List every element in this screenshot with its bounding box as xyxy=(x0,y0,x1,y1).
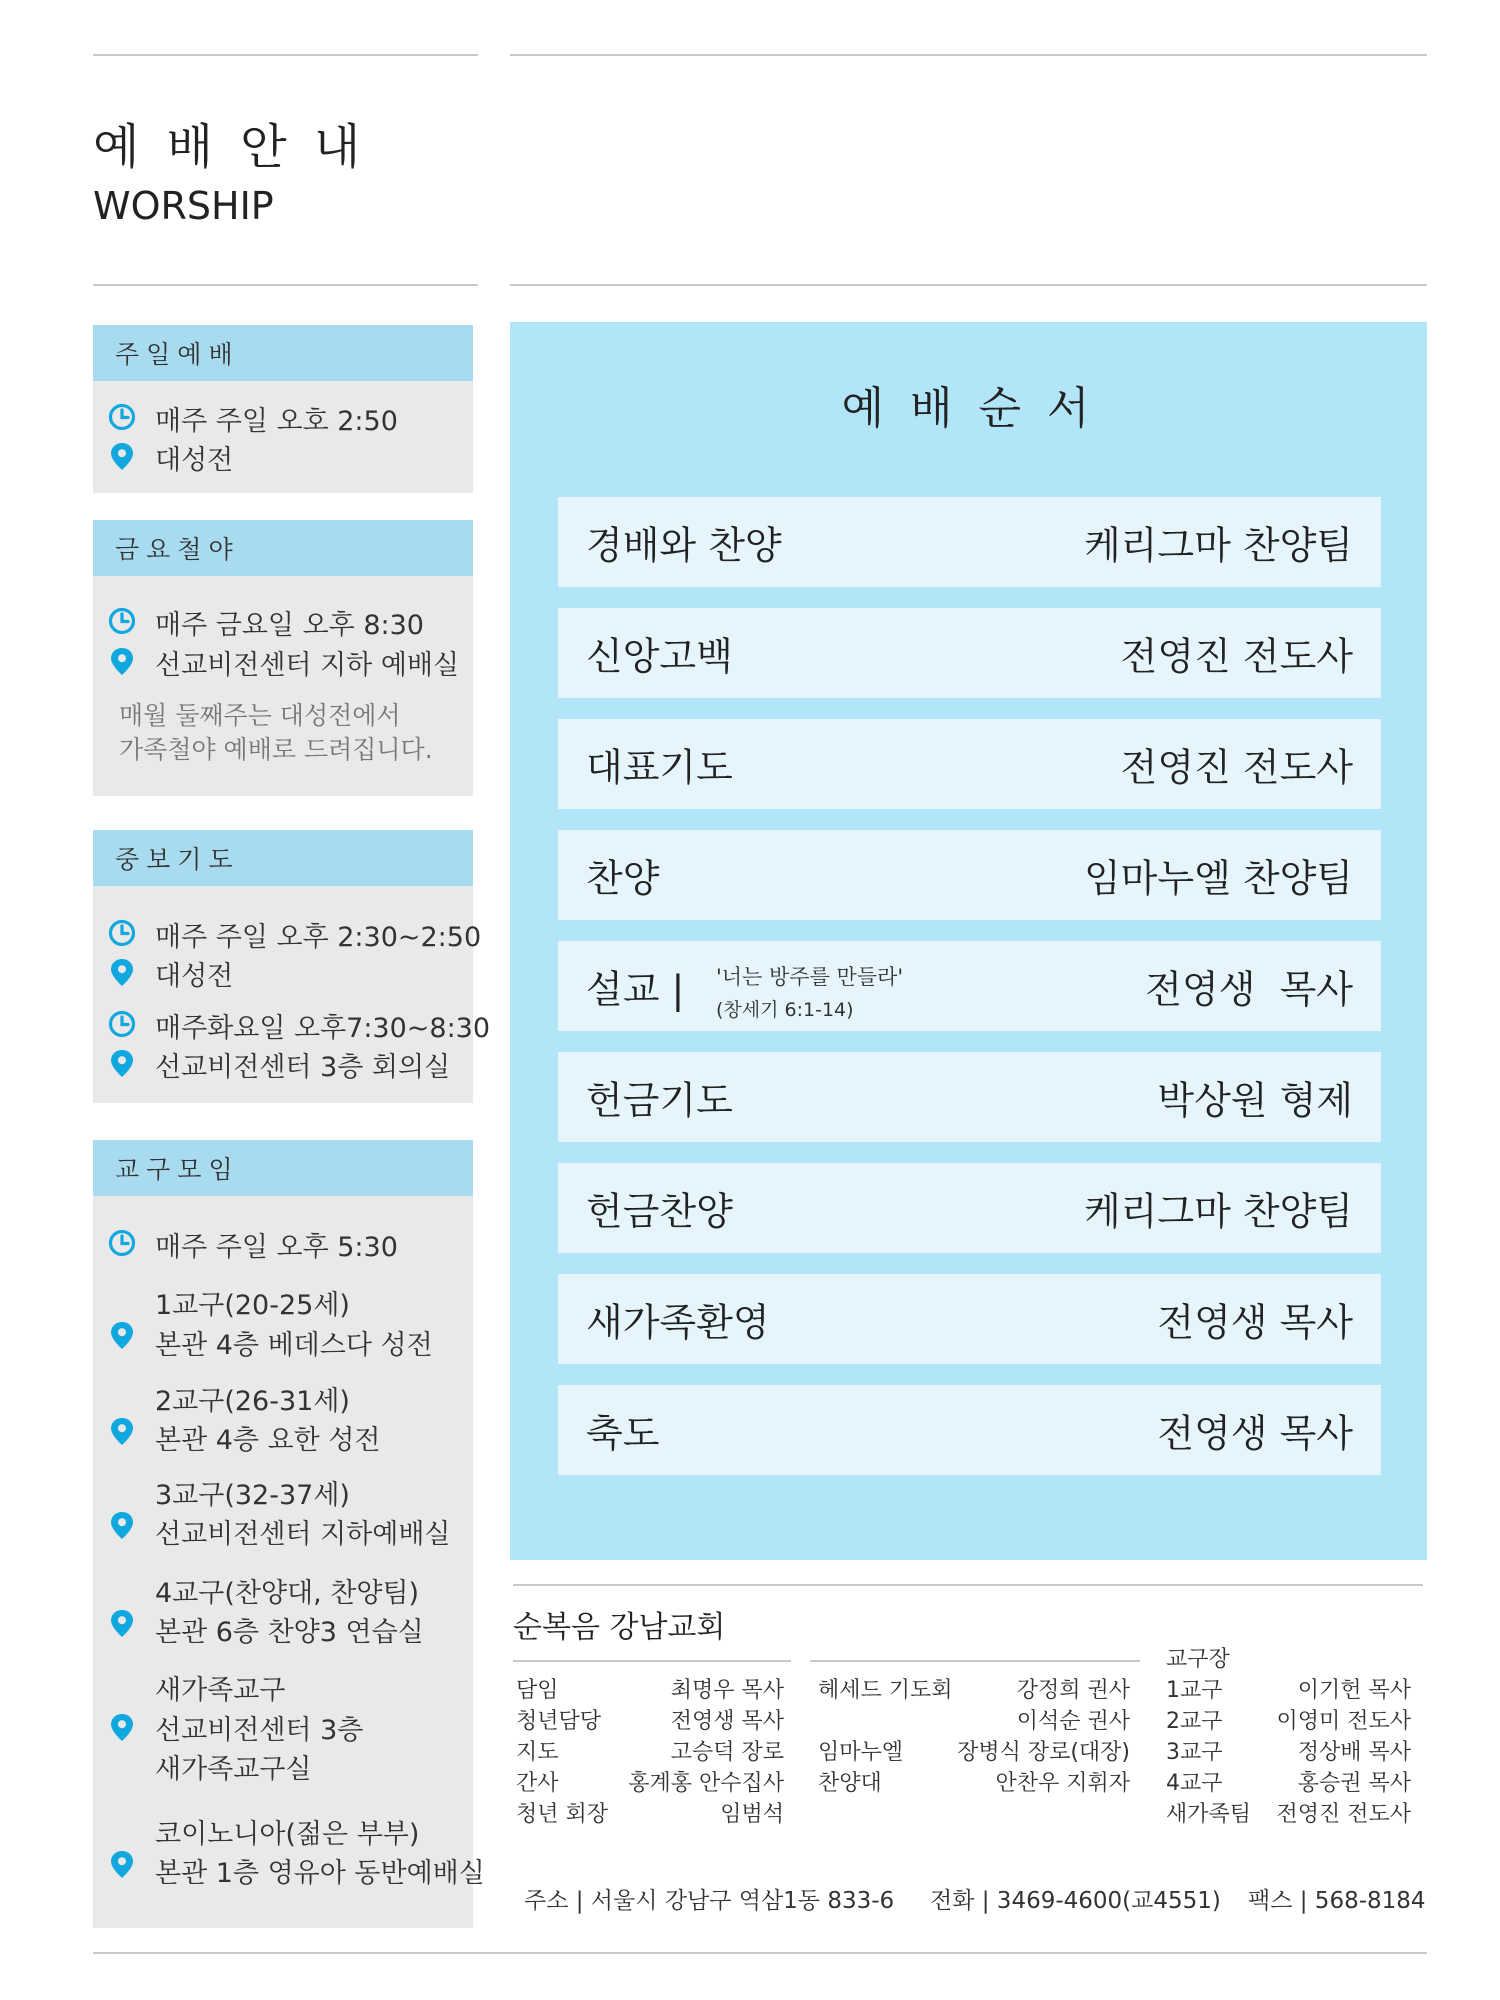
order-item-label: 경배와 찬양 xyxy=(586,523,782,568)
order-row xyxy=(558,1052,1381,1142)
staff-name: 전영진 전도사 xyxy=(1276,1802,1411,1827)
sunday-worship-heading: 주일예배 xyxy=(93,325,473,381)
staff-role: 4교구 xyxy=(1166,1771,1223,1796)
order-item-label: 새가족환영 xyxy=(586,1300,770,1345)
order-item-person: 전영생 목사 xyxy=(1157,1300,1353,1345)
staff-role: 2교구 xyxy=(1166,1709,1223,1734)
location-pin-icon xyxy=(107,1712,137,1742)
order-row xyxy=(558,497,1381,587)
district-box xyxy=(93,1140,485,1928)
prayer-place-2: 선교비전센터 3층 회의실 xyxy=(155,1052,451,1083)
staff-role: 새가족팀 xyxy=(1166,1802,1252,1827)
order-row xyxy=(558,1163,1381,1253)
header-rule-left xyxy=(93,284,478,286)
friday-worship-box xyxy=(93,520,473,796)
order-row xyxy=(558,830,1381,920)
location-pin-icon xyxy=(107,1048,137,1078)
location-pin-icon xyxy=(107,1320,137,1350)
sermon-scripture: (창세기 6:1-14) xyxy=(716,999,854,1021)
prayer-time-1: 매주 주일 오후 2:30~2:50 xyxy=(155,922,482,953)
prayer-heading: 중보기도 xyxy=(93,830,473,886)
order-item-person: 전영생 목사 xyxy=(1145,967,1353,1012)
order-item-person: 케리그마 찬양팀 xyxy=(1083,523,1353,568)
staff-role: 1교구 xyxy=(1166,1678,1223,1703)
location-pin-icon xyxy=(107,646,137,676)
staff-rule-2 xyxy=(810,1660,1140,1662)
district-group-3-name: 3교구(32-37세) xyxy=(155,1480,350,1511)
order-row xyxy=(558,608,1381,698)
header-rule-right xyxy=(510,284,1427,286)
staff-name: 홍계홍 안수집사 xyxy=(628,1771,784,1796)
sunday-worship-box xyxy=(93,325,473,493)
district-group-2-place: 본관 4층 요한 성전 xyxy=(155,1425,381,1456)
location-pin-icon xyxy=(107,1416,137,1446)
order-item-label: 헌금찬양 xyxy=(586,1189,733,1234)
staff-role: 간사 xyxy=(516,1771,559,1796)
location-pin-icon xyxy=(107,1849,137,1879)
prayer-time-2: 매주화요일 오후7:30~8:30 xyxy=(155,1013,491,1044)
district-group-4-name: 4교구(찬양대, 찬양팀) xyxy=(155,1578,420,1609)
district-group-5-room: 새가족교구실 xyxy=(155,1754,312,1785)
staff-name: 홍승권 목사 xyxy=(1297,1771,1411,1796)
staff-role: 찬양대 xyxy=(818,1771,882,1796)
order-item-label: 찬양 xyxy=(586,856,660,901)
location-pin-icon xyxy=(107,957,137,987)
order-item-person: 전영생 목사 xyxy=(1157,1411,1353,1456)
clock-icon xyxy=(107,402,137,432)
staff-role: 담임 xyxy=(516,1678,559,1703)
staff-name: 정상배 목사 xyxy=(1297,1740,1411,1765)
order-row-sermon xyxy=(558,941,1381,1031)
staff-name: 안찬우 지휘자 xyxy=(995,1771,1130,1796)
sermon-title: '너는 방주를 만들라' xyxy=(716,965,904,989)
order-title: 예 배 순 서 xyxy=(841,383,1096,434)
order-of-worship-panel xyxy=(510,322,1427,1560)
order-item-label: 설교 | xyxy=(586,967,685,1012)
district-group-6-place: 본관 1층 영유아 동반예배실 xyxy=(155,1858,485,1889)
footer-top-rule xyxy=(513,1584,1423,1586)
district-group-1-place: 본관 4층 베데스다 성전 xyxy=(155,1330,433,1361)
order-item-label: 헌금기도 xyxy=(586,1078,733,1123)
location-pin-icon xyxy=(107,1510,137,1540)
order-row xyxy=(558,719,1381,809)
district-group-6-name: 코이노니아(젊은 부부) xyxy=(155,1819,420,1850)
district-time: 매주 주일 오후 5:30 xyxy=(155,1232,398,1263)
church-fax: 팩스 | 568-8184 xyxy=(1248,1888,1426,1914)
staff-role: 임마누엘 xyxy=(818,1740,904,1765)
page-title: 예 배 안 내 xyxy=(93,119,367,175)
order-row xyxy=(558,1274,1381,1364)
friday-note-line2: 가족철야 예배로 드려집니다. xyxy=(119,735,433,764)
clock-icon xyxy=(107,1228,137,1258)
district-group-1-name: 1교구(20-25세) xyxy=(155,1290,350,1321)
order-item-label: 대표기도 xyxy=(586,745,733,790)
staff-name: 고승덕 장로 xyxy=(670,1740,784,1765)
staff-name: 전영생 목사 xyxy=(670,1709,784,1734)
church-address: 주소 | 서울시 강남구 역삼1동 833-6 xyxy=(524,1888,895,1914)
staff-name: 이기헌 목사 xyxy=(1297,1678,1411,1703)
church-name: 순복음 강남교회 xyxy=(513,1610,726,1645)
order-item-person: 케리그마 찬양팀 xyxy=(1083,1189,1353,1234)
top-rule-right xyxy=(510,54,1427,56)
staff-role: 지도 xyxy=(516,1740,559,1765)
staff-list-pastors xyxy=(516,1675,784,1835)
order-item-person: 임마누엘 찬양팀 xyxy=(1083,856,1353,901)
friday-place: 선교비전센터 지하 예배실 xyxy=(155,650,460,681)
order-item-label: 신앙고백 xyxy=(586,634,733,679)
order-row xyxy=(558,1385,1381,1475)
district-heading: 교구모임 xyxy=(93,1140,473,1196)
clock-icon xyxy=(107,1009,137,1039)
page-subtitle: WORSHIP xyxy=(93,184,274,228)
friday-worship-heading: 금요철야 xyxy=(93,520,473,576)
location-pin-icon xyxy=(107,441,137,471)
top-rule-left xyxy=(93,54,478,56)
staff-role: 헤세드 기도회 xyxy=(818,1678,953,1703)
friday-note-line1: 매월 둘째주는 대성전에서 xyxy=(119,701,401,730)
friday-time: 매주 금요일 오후 8:30 xyxy=(155,610,424,641)
district-group-4-place: 본관 6층 찬양3 연습실 xyxy=(155,1617,424,1648)
district-group-3-place: 선교비전센터 지하예배실 xyxy=(155,1519,451,1550)
district-group-5-place: 선교비전센터 3층 xyxy=(155,1715,364,1746)
clock-icon xyxy=(107,918,137,948)
staff-list-district-leaders xyxy=(1166,1644,1411,1839)
staff-role: 3교구 xyxy=(1166,1740,1223,1765)
staff-list-ministries xyxy=(818,1675,1130,1805)
staff-name: 이영미 전도사 xyxy=(1276,1709,1411,1734)
staff-name: 장병식 장로(대장) xyxy=(957,1740,1130,1765)
staff-rule-1 xyxy=(513,1660,791,1662)
order-item-person: 전영진 전도사 xyxy=(1120,745,1353,790)
sunday-place: 대성전 xyxy=(155,445,234,476)
district-group-2-name: 2교구(26-31세) xyxy=(155,1386,350,1417)
order-item-person: 전영진 전도사 xyxy=(1120,634,1353,679)
location-pin-icon xyxy=(107,1608,137,1638)
staff-name: 임범석 xyxy=(720,1802,784,1827)
prayer-place-1: 대성전 xyxy=(155,961,234,992)
order-item-person: 박상원 형제 xyxy=(1157,1078,1353,1123)
staff-name: 최명우 목사 xyxy=(670,1678,784,1703)
church-phone: 전화 | 3469-4600(교4551) xyxy=(930,1888,1221,1914)
staff-role: 청년 회장 xyxy=(516,1802,609,1827)
district-leaders-heading: 교구장 xyxy=(1166,1647,1230,1672)
bottom-rule xyxy=(93,1952,1427,1954)
clock-icon xyxy=(107,606,137,636)
prayer-box xyxy=(93,830,491,1103)
staff-role: 청년담당 xyxy=(516,1709,602,1734)
sunday-time: 매주 주일 오호 2:50 xyxy=(155,406,398,437)
district-group-5-name: 새가족교구 xyxy=(155,1675,286,1706)
order-item-label: 축도 xyxy=(586,1411,660,1456)
staff-name: 강정희 권사 xyxy=(1016,1678,1130,1703)
staff-name: 이석순 권사 xyxy=(1016,1709,1130,1734)
